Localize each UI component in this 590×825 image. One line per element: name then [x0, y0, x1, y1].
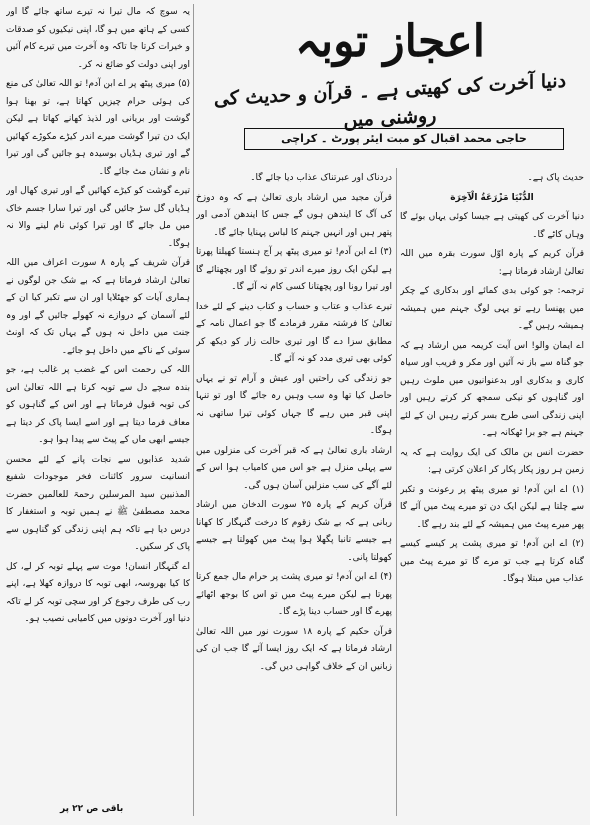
paragraph: (۳) اے ابن آدم! تو میری پیٹھ پر آج ہنستا کھیلتا پھرتا ہے لیکن ایک روز میرے اندر تو روئے گا اور بچھتائے گا اور تیرا رونا اور پچھتانا کسی کام نہ آئے گا۔ — [196, 247, 392, 292]
article-title: اعجاز توبہ — [295, 16, 485, 67]
paragraph: ارشاد باری تعالیٰ ہے کہ قبر آخرت کی منزلوں میں سے پہلی منزل ہے جو اس میں کامیاب ہوا اس کے لئے آگے کی سب منزلیں آسان ہوں گی۔ — [196, 445, 392, 491]
paragraph: اے ایمان والو! اس آیت کریمہ میں ارشاد ہے کہ جو گناہ سے باز نہ آئیں اور مکر و فریب اور سیاہ کاری و بدکاری اور بدعنوانیوں میں ملوث رہیں اور گناہوں کو نیکی سمجھ کر کرتے رہیں اور اپنی زندگی اسی طرح بسر کرتے رہیں ان کے لئے جہنم ہے جو برا ٹھکانہ ہے۔ — [400, 340, 584, 438]
article-header — [196, 4, 584, 164]
paragraph: ترجمہ: جو کوئی بدی کمائے اور بدکاری کے چکر میں پھنسا رہے تو یہی لوگ جہنم میں ہمیشہ ہمیشہ رہیں گے۔ — [400, 286, 584, 331]
paragraph: دردناک اور عبرتناک عذاب دیا جائے گا۔ — [250, 173, 392, 183]
paragraph: (۱) اے ابن آدم! تو میری پیٹھ پر رعونت و تکبر سے چلتا ہے لیکن ایک دن تو میرے پیٹ میں آئے گا پھر میرے پیٹ میں ہمیشہ کے لئے بند رہے گا۔ — [400, 484, 584, 530]
paragraph: شدید عذابوں سے نجات پانے کے لئے محسن انسانیت سرور کائنات فخر موجودات شفیع المذنبین سید المرسلین رحمۃ للعالمین حضرت محمد مصطفیٰ ﷺ نے ہمیں توبہ و استغفار کا درس دیا ہے تاکہ ہم اپنی زندگی کو گناہوں سے پاک کر سکیں۔ — [6, 454, 190, 552]
paragraph: قرآن شریف کے پارہ ۸ سورت اعراف میں اللہ تعالیٰ ارشاد فرماتا ہے کہ بے شک جن لوگوں نے ہماری آیات کو جھٹلایا اور ان سے تکبر کیا ان کے لئے آسمان کے دروازے نہ کھولے جائیں گے اور وہ جنت میں داخل نہ ہوں گے یہاں تک کہ اونٹ سوئی کے ناکے میں داخل ہو جائے۔ — [6, 258, 190, 356]
article-byline: حاجی محمد اقبال کو مبت ایئر پورٹ ۔ کراچی — [244, 128, 564, 150]
paragraph: تیرے عذاب و عتاب و حساب و کتاب دینے کے لئے خدا تعالیٰ کا فرشتہ مقرر فرمادے گا جو اعمال نامہ کے مطابق سزا دے گا اور تیری حالت زار کو دیکھ کر کوئی بھی تیری مدد کو نہ آئے گا۔ — [196, 301, 392, 364]
paragraph: حدیث پاک ہے۔ — [527, 173, 584, 183]
paragraph: (۵) میری پیٹھ پر اے ابن آدم! تو اللہ تعالیٰ کی منع کی ہوئی حرام چیزیں کھاتا ہے، تو بھنا ہوا گوشت اور بریانی اور لذیذ کھانے کھاتا ہے لیکن ایک دن تیرا گوشت میرے اندر کیڑے مکوڑے کھائیں گے اور تیری ہڈیاں بوسیدہ ہو جائیں گی اور تیرا نام و نشان مٹ جائے گا۔ — [6, 79, 190, 177]
paragraph: قرآن مجید میں ارشاد باری تعالیٰ ہے کہ وہ دوزخ کی آگ کا ایندھن ہوں گے جس کا ایندھن آدمی اور پتھر ہیں اور انہیں جہنم کا لباس پہنایا جائے گا۔ — [196, 192, 392, 238]
article-column-middle — [196, 170, 392, 818]
paragraph: قرآن کریم کے پارہ ۲۵ سورت الدخان میں ارشاد ربانی ہے کہ بے شک زقوم کا درخت گنہگار کا کھانا ہے جیسے تانبا پگھلا ہوا پیٹ میں کھولتا ہے جیسے کھولتا پانی۔ — [196, 500, 392, 563]
article-column-right — [400, 170, 584, 818]
paragraph: الدُّنْيَا مَزْرَعَةُ الْآخِرَة — [450, 192, 534, 203]
paragraph: دنیا آخرت کی کھیتی ہے جیسا کوئی یہاں بوئے گا وہاں کاٹے گا۔ — [400, 212, 584, 240]
paragraph: اللہ کی رحمت اس کے غضب پر غالب ہے، جو بندہ سچے دل سے توبہ کرتا ہے اللہ تعالیٰ اس کی توبہ قبول فرماتا ہے اور اس کے گناہوں کو معاف فرما دیتا ہے اور اسے ایسا پاک کر دیتا ہے جیسے ابھی ماں کے پیٹ سے پیدا ہوا ہو۔ — [6, 365, 190, 445]
paragraph: (۲) اے ابن آدم! تو میری پشت پر کیسے کیسے گناہ کرتا ہے جب تو مرے گا تو میرے پیٹ میں عذاب میں مبتلا ہوگا۔ — [400, 539, 584, 584]
article-column-left — [6, 4, 190, 809]
column-divider — [193, 4, 194, 816]
paragraph: (۴) اے ابن آدم! تو میری پشت پر حرام مال جمع کرتا پھرتا ہے لیکن میرے پیٹ میں تو اس کا بوجھ اٹھائے پھرے گا اور حساب دینا پڑے گا۔ — [196, 572, 392, 617]
column-divider — [396, 168, 397, 816]
paragraph: قرآن کریم کے پارہ اوّل سورت بقرہ میں اللہ تعالیٰ ارشاد فرماتا ہے: — [400, 249, 584, 277]
paragraph: تیرے گوشت کو کیڑے کھائیں گے اور تیری کھال اور ہڈیاں گل سڑ جائیں گی اور تیرا سارا جسم خاک میں مل جائے گا اور تیرا کوئی نام لینے والا نہ ہوگا۔ — [6, 186, 190, 249]
article-subtitle: دنیا آخرت کی کھیتی ہے ۔ قرآن و حدیث کی روشنی میں — [213, 69, 567, 132]
paragraph: یہ سوچ کہ مال تیرا نہ تیرے ساتھ جائے گا اور کسی کے ہاتھ میں ہو گا، اپنی نیکیوں کو صدقات و خیرات کرتا جا تاکہ وہ آخرت میں تیرے کام آئیں اور اپنی دولت کو ضائع نہ کر۔ — [6, 7, 190, 70]
paragraph: جو زندگی کی راحتیں اور عیش و آرام تو نے یہاں حاصل کیا تھا وہ سب وہیں رہ جائے گا اور تو تنہا اپنی قبر میں رہے گا جہاں کوئی تیرا ساتھی نہ ہوگا۔ — [196, 373, 392, 436]
paragraph: حضرت انس بن مالک کی ایک روایت ہے کہ یہ زمین ہر روز پکار پکار کر اعلان کرتی ہے: — [400, 447, 584, 475]
paragraph: قرآن حکیم کے پارہ ۱۸ سورت نور میں اللہ تعالیٰ ارشاد فرماتا ہے کہ ایک روز ایسا آئے گا جب ان کی زبانیں ان کے خلاف گواہی دیں گی۔ — [196, 626, 392, 672]
continued-reference: باقی ص ۲۲ پر — [60, 804, 124, 814]
paragraph: اے گنہگار انسان! موت سے پہلے توبہ کر لے، کل کا کیا بھروسہ، ابھی توبہ کا دروازہ کھلا ہے، اپنے رب کی طرف رجوع کر اور سچی توبہ کر لے تاکہ دنیا اور آخرت دونوں میں کامیابی نصیب ہو۔ — [6, 561, 190, 624]
